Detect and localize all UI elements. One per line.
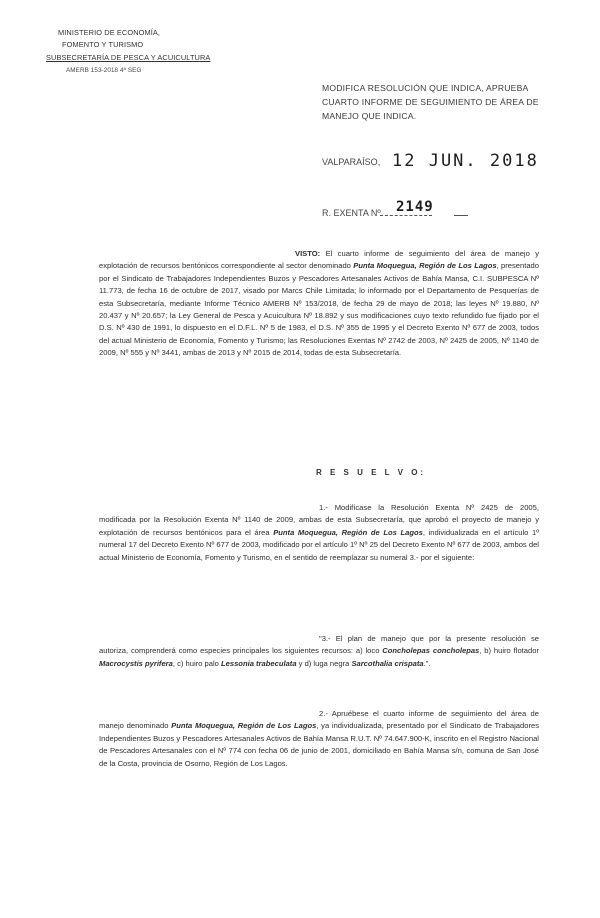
title-line-1: MODIFICA RESOLUCIÓN QUE INDICA, APRUEBA: [322, 83, 529, 93]
visto-place: Punta Moquegua, Región de Los Lagos: [353, 261, 497, 271]
p1-place: Punta Moquegua, Región de Los Lagos: [273, 527, 423, 537]
species-sarcothalia: Sarcothalia crispata: [351, 658, 424, 668]
resolution-number: 2149: [396, 199, 434, 215]
resuelvo-heading: R E S U E L V O:: [316, 468, 427, 477]
quoted-numeral: [99, 633, 539, 670]
p2-place: Punta Moquegua, Región de Los Lagos: [171, 721, 317, 731]
quote-text-c: , c) huiro palo: [172, 658, 221, 668]
city-label: VALPARAÍSO,: [322, 157, 381, 167]
quote-text-d: y d) luga negra: [296, 658, 352, 668]
visto-paragraph: [99, 248, 539, 360]
resuelvo-paragraph-2: [99, 708, 539, 770]
visto-text-1: El cuarto informe de seguimiento del área de manejo y explotación de recursos bentónicos correspondiente al sector denominado: [99, 249, 539, 271]
p1-text-b: , individualizada en el artículo 1º numeral 17 del Decreto Exento Nº 677 de 2003, modificado por el artículo 1º Nº 25 del Decreto Exento Nº 677 de 2003, ambos del actual Ministerio de Economía, Fomento y Turismo, en el sentido de reemplazar su numeral 3.- por el siguiente:: [99, 527, 539, 562]
visto-text-2: , presentado por el Sindicato de Trabajadores Independientes Buzos y Pescadores Artesanales Activos de Bahía Mansa, C.I. SUBPESCA Nº 11.773, de fecha 16 de octubre de 2017, visado por Marcs Chile Limitada; lo informado por el Departamento de Pesquerías de esta Subsecretaría, mediante Informe Técnico AMERB Nº 153/2018, de fecha 29 de mayo de 2018; las leyes Nº 19.880, Nº 20.437 y Nº 20.657; la Ley General de Pesca y Acuicultura Nº 18.892 y sus modificaciones cuyo texto refundido fue fijado por el D.S. Nº 430 de 1991, lo dispuesto en el D.F.L. Nº 5 de 1983, el D.S. Nº 355 de 1995 y el Decreto Exento Nº 677 de 2003, todos del actual Ministerio de Economía, Fomento y Turismo; las Resoluciones Exentas Nº 2742 de 2003, Nº 2425 de 2005, Nº 1140 de 2009, Nº 555 y Nº 3441, ambas de 2013 y Nº 2015 de 2014, todas de esta Subsecretaría.: [99, 261, 540, 358]
resuelvo-paragraph-1: [99, 502, 539, 564]
ministry-line-1: MINISTERIO DE ECONOMÍA,: [58, 28, 161, 37]
species-macrocystis: Macrocystis pyrifera: [99, 658, 173, 668]
number-tail-line: [454, 215, 468, 216]
date-stamp: 12 JUN. 2018: [392, 151, 539, 171]
p1-text-a: 1.- Modifícase la Resolución Exenta Nº 2425 de 2005, modificada por la Resolución Exenta Nº 1140 de 2009, ambas de esta Subsecretaría, que aprobó el proyecto de manejo y explotación de recursos bentónicos para el área: [99, 503, 539, 537]
quote-text-b: , b) huiro flotador: [479, 646, 539, 656]
title-line-3: MANEJO QUE INDICA.: [322, 111, 417, 121]
number-underline: [380, 215, 432, 216]
title-line-2: CUARTO INFORME DE SEGUIMIENTO DE ÁREA DE: [322, 97, 539, 107]
visto-label: VISTO:: [295, 249, 321, 258]
quote-text-a: "3.- El plan de manejo que por la presente resolución se autoriza, comprenderá como especies principales los siguientes recursos: a) loco: [99, 634, 539, 656]
ministry-line-2: FOMENTO Y TURISMO: [62, 40, 144, 49]
quote-text-e: .".: [423, 658, 431, 668]
subsecretaria-line: SUBSECRETARÍA DE PESCA Y ACUICULTURA: [46, 53, 211, 62]
p2-text-a: 2.- Apruébese el cuarto informe de seguimiento del área de manejo denominado: [99, 709, 539, 731]
species-lessonia: Lessonia trabeculata: [221, 658, 297, 668]
p2-text-b: , ya individualizada, presentado por el Sindicato de Trabajadores Independientes Buzos y Pescadores Artesanales Activos de Bahía Mansa R.U.T. Nº 74.647.900-K, inscrito en el Registro Nacional de Pescadores Artesanales con el Nº 774 con fecha 06 de junio de 2001, domiciliado en Bahía Mansa s/n, comuna de San José de la Costa, provincia de Osorno, Región de Los Lagos.: [99, 721, 539, 768]
resolution-label: R. EXENTA Nº: [322, 208, 381, 218]
species-concholepas: Concholepas concholepas: [382, 646, 480, 656]
reference-code: AMERB 153-2018 4ª SEG: [66, 67, 142, 74]
